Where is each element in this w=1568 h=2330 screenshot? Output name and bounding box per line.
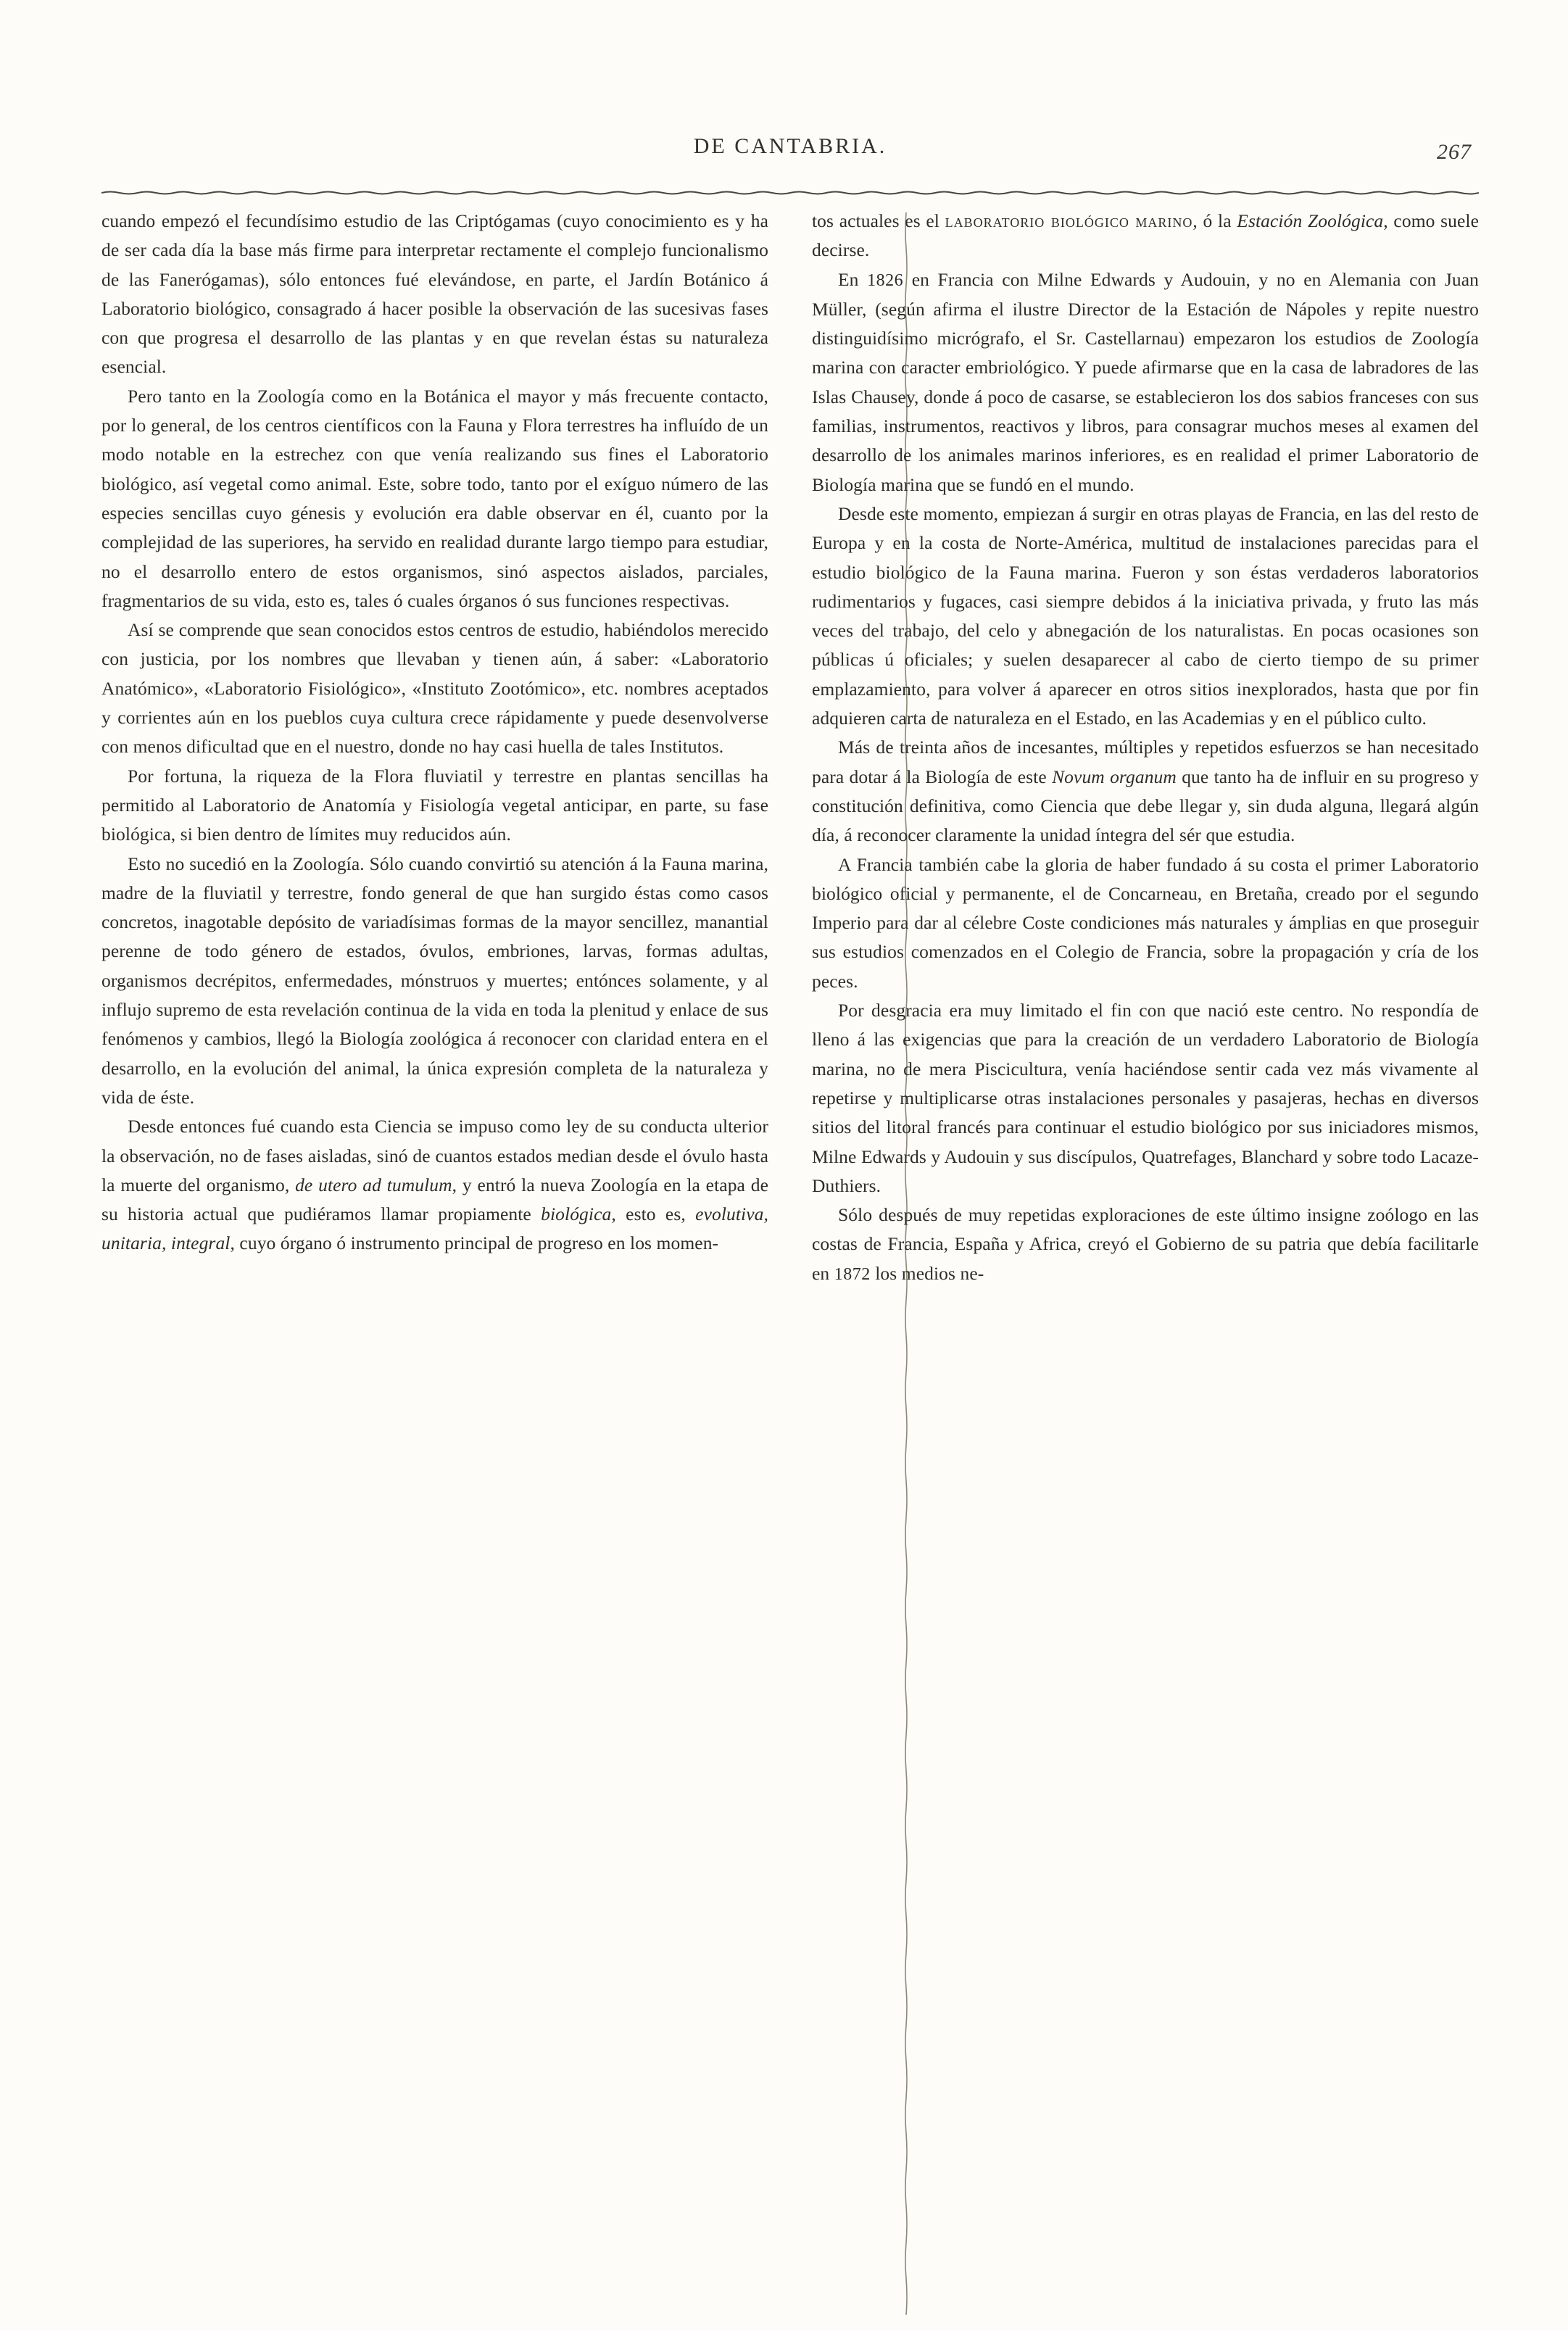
text-run: 1826: [867, 270, 904, 290]
text-run: Desde entonces fué cuando esta Ciencia se impuso como ley de su conducta ulterior la observación, no de fases aisladas, sinó de cuantos estados median desde el óvulo hasta la muerte del organismo,: [101, 1116, 768, 1195]
text-run: que tanto ha de influir en su progreso y constitución definitiva, como Ciencia que debe llegar y, sin duda alguna, llegará algún día, á reconocer claramente la unidad íntegra del sér que estudia.: [812, 766, 1479, 846]
header-rule: [101, 191, 1479, 194]
text-run: laboratorio biológico marino: [945, 210, 1193, 231]
paragraph-rich: [812, 733, 1479, 850]
paragraph: cuando empezó el fecundísimo estudio de las Criptógamas (cuyo conocimiento es y ha de ser cada día la base más firme para interpretar rectamente el complejo funcionalismo de las Fanerógamas), sólo entonces fué elevándose, en parte, el Jardín Botánico á Laboratorio biológico, consagrado á hacer posible la observación de las sucesivas fases con que progresa el desarrollo de las plantas y en que revelan éstas su naturaleza esencial.: [101, 210, 768, 378]
text-run: los medios ne-: [870, 1262, 984, 1284]
text-run: Más de treinta años de incesantes, múltiples y repetidos esfuerzos se han necesitado para dotar á la Biología de este: [812, 737, 1479, 787]
paragraph: Así se comprende que sean conocidos estos centros de estudio, habiéndolos merecido con justicia, por los nombres que llevaban y tienen aún, á saber: «Laboratorio Anatómico», «Laboratorio Fisiológico», «Instituto Zootómico», etc. nombres aceptados y corrientes aún en los pueblos cuya cultura crece rápidamente y puede desenvolverse con menos dificultad que en el nuestro, donde no hay casi huella de tales Institutos.: [101, 619, 768, 758]
text-columns: [101, 207, 1479, 1289]
text-run: , cuyo órgano ó instrumento principal de progreso en los momen-: [230, 1232, 719, 1254]
text-run: en Francia con Milne Edwards y Audouin, y no en Alemania con Juan Müller, (según afirma el ilustre Director de la Estación de Nápoles y repite nuestro distinguidísimo micrógrafo, el Sr. Castellarnau) empezaron los estudios de Zoología marina con caracter embriológico. Y puede afirmarse que en la casa de labradores de las Islas Chausey, donde á poco de casarse, se establecieron los dos sabios franceses con sus familias, instrumentos, reactivos y libros, para consagrar muchos meses al examen del desarrollo de los animales marinos inferiores, es en realidad el primer Laboratorio de Biología marina que se fundó en el mundo.: [812, 268, 1479, 495]
text-run: 1872: [834, 1264, 871, 1284]
paragraph: Por desgracia era muy limitado el fin con que nació este centro. No respondía de lleno á las exigencias que para la creación de un verdadero Laboratorio de Biología marina, no de mera Piscicultura, venía haciéndose sentir cada vez más vivamente al repetirse y multiplicarse otras instalaciones personales y pasajeras, hechas en diversos sitios del litoral francés para continuar el estudio biológico por sus iniciadores mismos, Milne Edwards y Audouin y sus discípulos, Quatrefages, Blanchard y sobre todo Lacaze-Duthiers.: [812, 1000, 1479, 1196]
paragraph: A Francia también cabe la gloria de haber fundado á su costa el primer Laboratorio biológico oficial y permanente, el de Concarneau, en Bretaña, creado por el segundo Imperio para dar al célebre Coste condiciones más naturales y ámplias en que proseguir sus estudios comenzados en el Colegio de Francia, sobre la propagación y cría de los peces.: [812, 853, 1479, 992]
text-run: , y entró la nueva Zoología en la etapa de su historia actual que pudiéramos llamar propiamente: [101, 1174, 768, 1225]
paragraph: Esto no sucedió en la Zoología. Sólo cuando convirtió su atención á la Fauna marina, madre de la fluviatil y terrestre, fondo general de que han surgido éstas como casos concretos, inagotable depósito de variadísimas formas de la mayor sencillez, manantial perenne de todo género de estados, óvulos, embriones, larvas, formas adultas, organismos decrépitos, enfermedades, mónstruos y muertes; entónces solamente, y al influjo supremo de esta revelación continua de la vida en toda la plenitud y enlace de sus fenómenos y cambios, llegó la Biología zoológica á reconocer con claridad entera en el desarrollo, en la evolución del animal, la única expresión completa de la naturaleza y vida de éste.: [101, 853, 768, 1108]
text-run: evolutiva, unitaria, integral: [101, 1203, 768, 1254]
text-run: En: [838, 268, 868, 290]
left-column: [101, 207, 783, 1289]
paragraph: Desde este momento, empiezan á surgir en otras playas de Francia, en las del resto de Europa y en la costa de Norte-América, multitud de instalaciones parecidas para el estudio biológico de la Fauna marina. Fueron y son éstas verdaderos laboratorios rudimentarios y fugaces, casi siempre debidos á la iniciativa privada, y fruto las más veces del trabajo, del celo y abnegación de los naturalistas. En pocas ocasiones son públicas ú oficiales; y suelen desaparecer al cabo de cierto tiempo de su primer emplazamiento, para volver á aparecer en otros sitios inexplorados, hasta que por fin adquieren carta de naturaleza en el Estado, en las Academias y en el público culto.: [812, 502, 1479, 729]
text-run: , esto es,: [611, 1203, 696, 1225]
running-head: [101, 134, 1479, 185]
text-run: , como suele decirse.: [812, 210, 1480, 261]
paragraph: Pero tanto en la Zoología como en la Botánica el mayor y más frecuente contacto, por lo general, de los centros científicos con la Fauna y Flora terrestres ha influído de un modo notable en la estrechez con que venía realizando sus fines el Laboratorio biológico, así vegetal como animal. Este, sobre todo, tanto por el exíguo número de las especies sencillas cuyo génesis y evolución era dable observar en él, cuanto por la complejidad de las superiores, ha servido en realidad durante largo tiempo para estudiar, no el desarrollo entero de estos organismos, sinó aspectos aislados, parciales, fragmentarios de su vida, esto es, tales ó cuales órganos ó sus funciones respectivas.: [101, 385, 768, 611]
text-run: de utero ad tumulum: [295, 1174, 452, 1195]
text-run: Estación Zoológica: [1237, 210, 1384, 231]
text-run: Novum organum: [1052, 766, 1177, 787]
text-run: , ó la: [1192, 210, 1237, 231]
paragraph-rich: [812, 265, 1479, 499]
page-title: DE CANTABRIA.: [693, 134, 887, 158]
right-column: [783, 207, 1479, 1289]
paragraph: Por fortuna, la riqueza de la Flora fluviatil y terrestre en plantas sencillas ha permitido al Laboratorio de Anatomía y Fisiología vegetal anticipar, en parte, su fase biológica, si bien dentro de límites muy reducidos aún.: [101, 765, 768, 845]
paragraph-rich: [812, 207, 1479, 265]
text-run: tos actuales es el: [812, 210, 945, 231]
text-run: biológica: [541, 1203, 612, 1225]
paragraph-rich: [101, 1112, 768, 1258]
page-content: [101, 134, 1480, 1284]
paragraph-rich: [812, 1201, 1479, 1289]
page-number: 267: [1437, 140, 1472, 164]
text-run: Sólo después de muy repetidas exploraciones de este último insigne zoólogo en las costas de Francia, España y Africa, creyó el Gobierno de su patria que debía facilitarle en: [812, 1204, 1479, 1284]
